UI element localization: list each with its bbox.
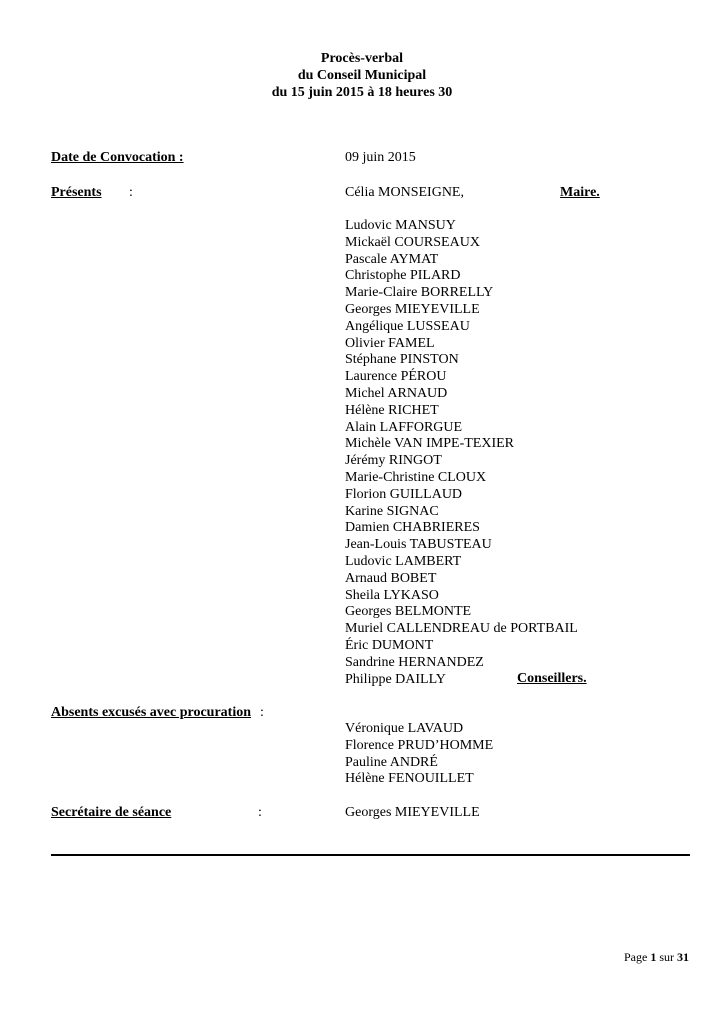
name-item: Alain LAFFORGUE bbox=[345, 419, 463, 435]
name-item: Stéphane PINSTON bbox=[345, 352, 459, 368]
name-item: Sheila LYKASO bbox=[345, 587, 439, 603]
document-title bbox=[0, 50, 724, 101]
conseillers-role: Conseillers. bbox=[517, 671, 587, 686]
page-footer bbox=[624, 950, 689, 965]
convocation-date: 09 juin 2015 bbox=[345, 150, 416, 165]
name-item: Marie-Claire BORRELLY bbox=[345, 285, 494, 301]
name-item: Arnaud BOBET bbox=[345, 570, 437, 586]
horizontal-rule bbox=[51, 854, 690, 856]
name-item: Damien CHABRIERES bbox=[345, 520, 480, 536]
name-item: Georges BELMONTE bbox=[345, 604, 472, 620]
name-item: Christophe PILARD bbox=[345, 268, 461, 284]
name-item: Pauline ANDRÉ bbox=[345, 754, 438, 770]
name-item: Hélène FENOUILLET bbox=[345, 771, 474, 787]
convocation-label: Date de Convocation : bbox=[51, 150, 184, 165]
footer-page-total: 31 bbox=[677, 950, 689, 964]
name-item: Marie-Christine CLOUX bbox=[345, 469, 487, 485]
conseillers-list bbox=[345, 218, 578, 688]
absents-list bbox=[345, 721, 493, 788]
name-item: Jean-Louis TABUSTEAU bbox=[345, 537, 492, 553]
title-line-1: Procès-verbal bbox=[320, 51, 404, 66]
name-item: Pascale AYMAT bbox=[345, 251, 439, 267]
name-item: Michel ARNAUD bbox=[345, 385, 448, 401]
name-item: Sandrine HERNANDEZ bbox=[345, 654, 484, 670]
name-item: Michèle VAN IMPE-TEXIER bbox=[345, 436, 515, 452]
name-item: Véronique LAVAUD bbox=[345, 721, 464, 736]
absents-colon: : bbox=[260, 705, 264, 720]
footer-page-word: Page bbox=[624, 950, 648, 964]
name-item: Hélène RICHET bbox=[345, 402, 439, 418]
maire-role: Maire. bbox=[560, 185, 600, 200]
presents-label: Présents bbox=[51, 185, 102, 200]
secretaire-name: Georges MIEYEVILLE bbox=[345, 805, 480, 820]
name-item: Muriel CALLENDREAU de PORTBAIL bbox=[345, 621, 578, 637]
name-item: Florion GUILLAUD bbox=[345, 486, 463, 502]
name-item: Mickaël COURSEAUX bbox=[345, 234, 480, 250]
name-item: Jérémy RINGOT bbox=[345, 453, 442, 469]
name-item: Georges MIEYEVILLE bbox=[345, 301, 480, 317]
name-item: Ludovic LAMBERT bbox=[345, 553, 462, 569]
name-item: Olivier FAMEL bbox=[345, 335, 435, 351]
secretaire-label: Secrétaire de séance bbox=[51, 805, 172, 820]
name-item: Éric DUMONT bbox=[345, 637, 434, 653]
name-item: Laurence PÉROU bbox=[345, 369, 447, 385]
maire-name: Célia MONSEIGNE, bbox=[345, 185, 464, 200]
presents-colon: : bbox=[129, 185, 133, 200]
footer-sur-word: sur bbox=[659, 950, 674, 964]
name-item: Ludovic MANSUY bbox=[345, 218, 456, 233]
secretaire-colon: : bbox=[258, 805, 262, 820]
title-line-3: du 15 juin 2015 à 18 heures 30 bbox=[271, 85, 453, 100]
name-item: Angélique LUSSEAU bbox=[345, 318, 470, 334]
absents-label: Absents excusés avec procuration bbox=[51, 705, 252, 720]
footer-page-number: 1 bbox=[650, 950, 657, 964]
name-item: Florence PRUD’HOMME bbox=[345, 737, 494, 753]
name-item: Philippe DAILLY bbox=[345, 671, 446, 687]
title-line-2: du Conseil Municipal bbox=[297, 68, 427, 83]
name-item: Karine SIGNAC bbox=[345, 503, 439, 519]
